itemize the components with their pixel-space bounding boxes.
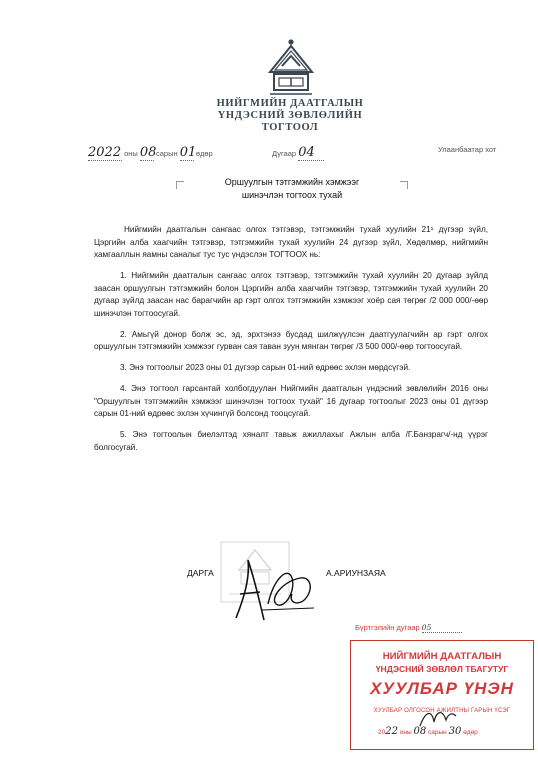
stamp-reg-label: Бүртгэлийн дугаар xyxy=(355,623,420,632)
clause-1: 1. Нийгмийн даатгалын сангаас олгох тэтгэвэр, тэтгэмжийн тухай хуулийн 20 дугаар зүйлд заасан оршуулгын тэтгэмжийн болон Цэргийн алба хаагчийн тэтгэвэр, тэтгэмжийн тухай хуулийн 20 дугаар зүйлд заасан нас барагчийн ар гэрт олгох тэтгэмжийн хэмжээг хоёр сая төгрөг /2 000 000/-өөр шинэчлэн тогтоосугай. xyxy=(94,271,488,318)
clause-4: 4. Энэ тогтоол гарсантай холбогдуулан Нийгмийн даатгалын үндэсний зөвлөлийн 2016 оны "Оршуулгын тэтгэмжийн хэмжээг шинэчлэн тогтоох тухай" 16 дугаар тогтоолыг 2023 оны 01 дүгээр сарын 01-ний өдрөөс эхлэн хүчингүй болсонд тооцсугай. xyxy=(94,384,488,418)
handwritten-signature xyxy=(226,548,322,628)
document-body xyxy=(94,224,488,463)
date-day: 01 xyxy=(179,145,197,160)
date-year-suffix: оны xyxy=(124,149,138,158)
stamp-issuer-line: ХУУЛБАР ОЛГОСОН АЖИЛТНЫ ГАРЫН ҮСЭГ xyxy=(373,708,511,714)
clause-3: 3. Энэ тогтоолыг 2023 оны 01 дүгээр сарын 01-ний өдрөөс эхлэн мөрдсүгэй. xyxy=(120,363,411,372)
signatory-title: ДАРГА xyxy=(187,568,214,578)
title-line-2: шинэчлэн тогтоох тухай xyxy=(241,190,343,200)
document-number: 04 xyxy=(298,145,324,161)
title-line-1: Оршуулгын тэтгэмжийн хэмжээг xyxy=(224,177,360,187)
date-month-suffix: сарын xyxy=(156,149,178,158)
stamp-date-month: 08 xyxy=(413,726,427,737)
org-name-line-2: ҮНДЭСНИЙ ЗӨВЛӨЛИЙН xyxy=(217,110,363,121)
date-day-suffix: өдөр xyxy=(195,149,213,158)
date-month: 08 xyxy=(139,145,157,160)
signatory-name: А.АРИУНЗАЯА xyxy=(326,568,386,578)
stamp-reg-number: 05 xyxy=(422,623,462,633)
stamp-org-line-2: ҮНДЭСНИЙ ЗӨВЛӨЛ ТБАГУТУГ xyxy=(375,664,509,674)
emblem-logo xyxy=(268,38,314,102)
stamp-date-day-suffix: өдөр xyxy=(463,729,478,736)
city-label: Улаанбаатар хот xyxy=(438,145,497,154)
clause-2: 2. Амьгүй донор болж эс, эд, эрхтэнээ бусдад шилжүүлсэн даатгуулагчийн ар гэрт олгох оршуулгын тэтгэмжийн хэмжээг гурван сая таван зуун мянган төгрөг /3 500 000/-өөр тогтоосугай. xyxy=(94,329,488,351)
stamp-org-line-1: НИЙГМИЙН ДААТГАЛЫН xyxy=(382,651,502,662)
stamp-date-month-suffix: сарын xyxy=(428,729,447,736)
document-type: ТОГТООЛ xyxy=(261,122,319,133)
number-label: Дугаар xyxy=(272,149,297,158)
stamp-date xyxy=(378,726,538,737)
stamp-date-day: 30 xyxy=(448,726,462,737)
date-line xyxy=(88,145,213,161)
number-line xyxy=(272,145,324,161)
stamp-date-prefix: 20 xyxy=(378,729,386,736)
stamp-registration xyxy=(355,623,525,633)
org-name-line-1: НИЙГМИЙН ДААТГАЛЫН xyxy=(216,98,364,109)
stamp-date-year-suffix: оны xyxy=(399,729,412,736)
date-year: 2022 xyxy=(88,145,122,160)
stamp-date-year: 22 xyxy=(385,726,398,737)
document-title xyxy=(180,176,404,202)
intro-paragraph: Нийгмийн даатгалын сангаас олгох тэтгэвэр, тэтгэмжийн тухай хуулийн 21¹ дүгээр зүйл, Цэргийн алба хаагчийн тэтгэвэр, тэтгэмжийн тухай хуулийн 24 дүгээр зүйл, Хөдөлмөр, нийгмийн хамгааллын яамны саналыг тус тус үндэслэн ТОГТООХ нь: xyxy=(94,225,488,259)
stamp-certified-copy: ХУУЛБАР ҮНЭН xyxy=(370,679,514,698)
clause-5: 5. Энэ тогтоолын биелэлтэд хяналт тавьж ажиллахыг Ажлын алба /Г.Банзрагч/-нд үүрэг болгосугай. xyxy=(94,430,488,452)
